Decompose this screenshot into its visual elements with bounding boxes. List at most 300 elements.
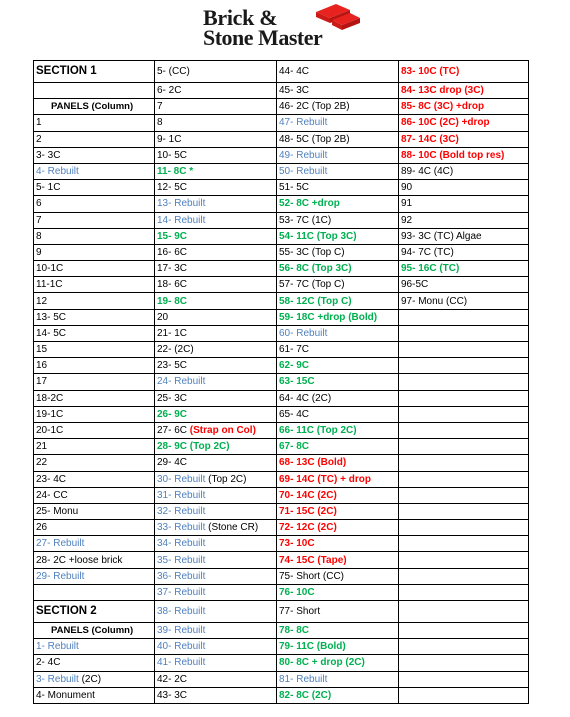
table-cell <box>155 584 277 600</box>
cell-text: 55- 3C (Top C) <box>279 246 345 258</box>
cell-text: 25- Monu <box>36 505 79 517</box>
table-cell <box>399 487 529 503</box>
table-row <box>34 639 529 655</box>
table-cell <box>399 520 529 536</box>
cell-text: 83- 10C (TC) <box>401 66 460 77</box>
table-row <box>34 180 529 196</box>
table-cell <box>34 536 155 552</box>
cell-text: 85- 8C (3C) +drop <box>401 101 485 113</box>
table-body <box>34 61 529 704</box>
cell-text: 15 <box>36 344 48 356</box>
table-cell <box>277 309 399 325</box>
table-cell <box>34 552 155 568</box>
cell-text: 68- 13C (Bold) <box>279 457 347 469</box>
table-cell <box>155 503 277 519</box>
table-cell <box>34 455 155 471</box>
table-cell <box>277 623 399 639</box>
table-cell <box>399 147 529 163</box>
table-row <box>34 277 529 293</box>
table-row <box>34 536 529 552</box>
cell-text: 14- Rebuilt <box>157 214 206 226</box>
cell-text: 4- Rebuilt <box>36 166 79 178</box>
cell-text: 6 <box>36 198 42 210</box>
cell-text: 61- 7C <box>279 344 310 356</box>
cell-text: 34- Rebuilt <box>157 538 206 550</box>
cell-text: 15- 9C <box>157 230 188 242</box>
table-cell <box>34 83 155 99</box>
table-cell <box>155 115 277 131</box>
table-row <box>34 552 529 568</box>
table-cell <box>155 422 277 438</box>
table-cell <box>155 180 277 196</box>
cell-text: 79- 11C (Bold) <box>279 641 346 653</box>
cell-text: 26- 9C <box>157 408 188 420</box>
cell-text: 3- Rebuilt <box>36 673 79 685</box>
cell-text: 7 <box>157 101 163 113</box>
cell-text: 62- 9C <box>279 360 310 372</box>
table-cell <box>399 358 529 374</box>
table-cell <box>277 277 399 293</box>
table-row <box>34 584 529 600</box>
table-cell <box>34 655 155 671</box>
cell-text: 97- Monu (CC) <box>401 295 468 307</box>
table-cell <box>155 655 277 671</box>
table-cell <box>155 131 277 147</box>
cell-text: 36- Rebuilt <box>157 570 206 582</box>
table-cell <box>277 439 399 455</box>
cell-text: 43- 3C <box>157 689 188 701</box>
table-cell <box>277 325 399 341</box>
table-cell <box>277 163 399 179</box>
cell-text: 13- Rebuilt <box>157 198 206 210</box>
table-cell <box>155 390 277 406</box>
cell-text: 72- 12C (2C) <box>279 522 337 534</box>
cell-note: (Bold top res) <box>436 149 505 161</box>
table-row <box>34 503 529 519</box>
table-cell <box>155 406 277 422</box>
table-cell <box>399 342 529 358</box>
table-row <box>34 455 529 471</box>
cell-note: (Bold) <box>345 311 378 323</box>
table-cell <box>277 422 399 438</box>
cell-text: PANELS (Column) <box>51 625 134 637</box>
table-cell <box>399 61 529 83</box>
bricks-icon <box>310 2 362 32</box>
table-cell <box>155 212 277 228</box>
table-cell <box>399 439 529 455</box>
table-cell <box>34 439 155 455</box>
cell-text: 45- 3C <box>279 85 310 97</box>
table-cell <box>34 601 155 623</box>
table-row <box>34 487 529 503</box>
cell-text: 96-5C <box>401 279 429 291</box>
table-cell <box>155 99 277 115</box>
cell-text: 58- 12C (Top C) <box>279 295 352 307</box>
cell-text: 44- 4C <box>279 66 310 77</box>
table-cell <box>34 584 155 600</box>
cell-text: 2- 4C <box>36 657 61 669</box>
cell-text: SECTION 2 <box>36 605 97 617</box>
table-row <box>34 61 529 83</box>
cell-text: 21- 1C <box>157 327 188 339</box>
cell-text: 73- 10C <box>279 538 315 550</box>
cell-text: 24- CC <box>36 489 68 501</box>
cell-text: 28- 9C (Top 2C) <box>157 441 230 453</box>
table-cell <box>34 422 155 438</box>
table-cell <box>34 196 155 212</box>
table-cell <box>155 163 277 179</box>
table-cell <box>34 671 155 687</box>
cell-text: 84- 13C drop (3C) <box>401 85 484 97</box>
cell-text: 90 <box>401 182 413 194</box>
cell-text: 81- Rebuilt <box>279 673 328 685</box>
cell-text: 22- (2C) <box>157 344 194 356</box>
cell-text: 47- Rebuilt <box>279 117 328 129</box>
cell-text: 20-1C <box>36 425 64 437</box>
table-cell <box>399 623 529 639</box>
table-cell <box>155 487 277 503</box>
table-cell <box>277 639 399 655</box>
table-cell <box>399 471 529 487</box>
table-cell <box>399 536 529 552</box>
table-cell <box>34 115 155 131</box>
table-cell <box>277 471 399 487</box>
cell-text: 86- 10C (2C) +drop <box>401 117 490 129</box>
cell-text: 82- 8C (2C) <box>279 689 332 701</box>
table-cell <box>155 601 277 623</box>
table-cell <box>277 196 399 212</box>
cell-text: 12- 5C <box>157 182 188 194</box>
table-row <box>34 325 529 341</box>
table-cell <box>155 83 277 99</box>
table-cell <box>277 520 399 536</box>
table-cell <box>399 584 529 600</box>
cell-text: 25- 3C <box>157 392 188 404</box>
table-cell <box>34 406 155 422</box>
cell-text: 46- 2C (Top 2B) <box>279 101 350 113</box>
cell-text: 4- Monument <box>36 689 95 701</box>
cell-text: 95- 16C (TC) <box>401 263 460 275</box>
table-cell <box>155 147 277 163</box>
table-cell <box>155 61 277 83</box>
table-cell <box>277 244 399 260</box>
cell-text: 3- 3C <box>36 149 61 161</box>
cell-text: 57- 7C (Top C) <box>279 279 345 291</box>
logo-line-1: Brick & <box>203 5 278 30</box>
cell-text: 16- 6C <box>157 246 188 258</box>
table-cell <box>34 503 155 519</box>
cell-text: 40- Rebuilt <box>157 641 206 653</box>
table-cell <box>155 455 277 471</box>
table-cell <box>399 503 529 519</box>
cell-text: 22 <box>36 457 48 469</box>
cell-text: 10-1C <box>36 263 64 275</box>
table-row <box>34 293 529 309</box>
cell-text: 12 <box>36 295 48 307</box>
cell-text: 27- 6C <box>157 425 188 437</box>
table-cell <box>277 503 399 519</box>
table-row <box>34 358 529 374</box>
table-cell <box>277 568 399 584</box>
table-cell <box>155 244 277 260</box>
table-cell <box>155 687 277 703</box>
table-cell <box>399 390 529 406</box>
table-row <box>34 687 529 703</box>
table-cell <box>34 471 155 487</box>
table-cell <box>277 293 399 309</box>
cell-text: 31- Rebuilt <box>157 489 206 501</box>
cell-text: 69- 14C (TC) + drop <box>279 473 371 485</box>
table-cell <box>399 293 529 309</box>
cell-text: 91 <box>401 198 413 210</box>
table-cell <box>277 261 399 277</box>
table-cell <box>34 131 155 147</box>
cell-text: 20 <box>157 311 169 323</box>
table-row <box>34 163 529 179</box>
table-row <box>34 115 529 131</box>
cell-text: 63- 15C <box>279 376 315 388</box>
table-cell <box>155 342 277 358</box>
cell-text: 17- 3C <box>157 263 188 275</box>
table-cell <box>34 163 155 179</box>
table-row <box>34 406 529 422</box>
table-cell <box>34 244 155 260</box>
cell-text: 23- 4C <box>36 473 67 485</box>
table-cell <box>399 406 529 422</box>
table-cell <box>277 61 399 83</box>
table-row <box>34 520 529 536</box>
logo-line-2: Stone Master <box>203 25 323 50</box>
cell-text: 64- 4C (2C) <box>279 392 332 404</box>
table-cell <box>34 374 155 390</box>
cell-text: 70- 14C (2C) <box>279 489 337 501</box>
table-cell <box>155 552 277 568</box>
table-cell <box>155 623 277 639</box>
cell-text: 71- 15C (2C) <box>279 505 337 517</box>
cell-text: 14- 5C <box>36 327 67 339</box>
table-cell <box>34 147 155 163</box>
cell-text: 48- 5C (Top 2B) <box>279 133 350 145</box>
table-row <box>34 212 529 228</box>
cell-text: 8 <box>157 117 163 129</box>
cell-text: 29- 4C <box>157 457 188 469</box>
cell-text: 5- (CC) <box>157 66 190 77</box>
table-cell <box>155 261 277 277</box>
table-cell <box>277 115 399 131</box>
cell-text: 77- Short <box>279 606 321 617</box>
table-row <box>34 568 529 584</box>
table-cell <box>399 180 529 196</box>
table-cell <box>34 293 155 309</box>
panel-status-table <box>33 60 529 704</box>
table-row <box>34 374 529 390</box>
table-cell <box>34 342 155 358</box>
cell-text: 2 <box>36 133 42 145</box>
cell-text: 10- 5C <box>157 149 188 161</box>
table-row <box>34 671 529 687</box>
table-cell <box>34 180 155 196</box>
table-cell <box>399 552 529 568</box>
cell-text: 67- 8C <box>279 441 310 453</box>
table-cell <box>399 568 529 584</box>
table-cell <box>277 487 399 503</box>
table-cell <box>34 358 155 374</box>
cell-text: 74- 15C (Tape) <box>279 554 347 566</box>
cell-text: 21 <box>36 441 48 453</box>
cell-text: 7 <box>36 214 42 226</box>
cell-text: 92 <box>401 214 413 226</box>
cell-text: 76- 10C <box>279 586 315 598</box>
cell-text: 35- Rebuilt <box>157 554 206 566</box>
table-row <box>34 131 529 147</box>
table-row <box>34 471 529 487</box>
table-cell <box>155 639 277 655</box>
table-cell <box>277 99 399 115</box>
table-cell <box>155 196 277 212</box>
cell-text: 53- 7C (1C) <box>279 214 332 226</box>
table-cell <box>399 115 529 131</box>
table-cell <box>34 520 155 536</box>
table-cell <box>155 309 277 325</box>
cell-text: 38- Rebuilt <box>157 606 206 617</box>
cell-text: 18- 6C <box>157 279 188 291</box>
cell-note: (Stone CR) <box>205 522 259 534</box>
table-cell <box>34 228 155 244</box>
cell-text: SECTION 1 <box>36 65 97 77</box>
cell-text: 6- 2C <box>157 85 182 97</box>
table-row <box>34 439 529 455</box>
table-cell <box>155 439 277 455</box>
cell-text: 9- 1C <box>157 133 182 145</box>
cell-text: 11- 8C * <box>157 166 194 178</box>
table-cell <box>155 374 277 390</box>
cell-text: 59- 18C +drop <box>279 311 346 323</box>
cell-text: 89- 4C (4C) <box>401 166 454 178</box>
cell-text: 33- Rebuilt <box>157 522 206 534</box>
table-cell <box>277 131 399 147</box>
table-cell <box>399 163 529 179</box>
table-cell <box>277 228 399 244</box>
table-row <box>34 244 529 260</box>
cell-text: 27- Rebuilt <box>36 538 85 550</box>
cell-text: 5- 1C <box>36 182 61 194</box>
cell-text: 18-2C <box>36 392 64 404</box>
table-cell <box>399 601 529 623</box>
table-cell <box>399 455 529 471</box>
cell-text: 75- Short (CC) <box>279 570 345 582</box>
brick-stone-master-logo <box>198 0 368 52</box>
table-cell <box>155 277 277 293</box>
cell-text: 28- 2C +loose brick <box>36 554 123 566</box>
table-cell <box>34 568 155 584</box>
table-cell <box>155 471 277 487</box>
cell-red-note: (Strap on Col) <box>187 425 256 437</box>
table-cell <box>277 687 399 703</box>
table-row <box>34 623 529 639</box>
cell-text: 52- 8C +drop <box>279 198 340 210</box>
cell-text: 66- 11C (Top 2C) <box>279 425 357 437</box>
table-cell <box>277 147 399 163</box>
cell-text: 87- 14C (3C) <box>401 133 459 145</box>
cell-text: 29- Rebuilt <box>36 570 85 582</box>
cell-text: 94- 7C (TC) <box>401 246 454 258</box>
cell-text: 39- Rebuilt <box>157 625 206 637</box>
table-cell <box>34 687 155 703</box>
table-row <box>34 422 529 438</box>
table-cell <box>277 212 399 228</box>
table-cell <box>399 196 529 212</box>
table-cell <box>155 293 277 309</box>
cell-text: 30- Rebuilt <box>157 473 206 485</box>
cell-text: 49- Rebuilt <box>279 149 328 161</box>
table-row <box>34 83 529 99</box>
cell-text: 16 <box>36 360 48 372</box>
cell-text: 26 <box>36 522 48 534</box>
cell-text: 9 <box>36 246 42 258</box>
table-cell <box>34 277 155 293</box>
table-cell <box>155 671 277 687</box>
table-cell <box>277 406 399 422</box>
table-cell <box>399 228 529 244</box>
cell-text: 1- Rebuilt <box>36 641 79 653</box>
cell-text: 13- 5C <box>36 311 67 323</box>
cell-text: 32- Rebuilt <box>157 505 206 517</box>
cell-text: 41- Rebuilt <box>157 657 206 669</box>
table-row <box>34 261 529 277</box>
cell-text: 42- 2C <box>157 673 188 685</box>
table-cell <box>277 342 399 358</box>
table-cell <box>399 325 529 341</box>
table-cell <box>277 455 399 471</box>
table-cell <box>155 520 277 536</box>
table-cell <box>34 212 155 228</box>
table-cell <box>277 552 399 568</box>
table-cell <box>34 487 155 503</box>
cell-text: PANELS (Column) <box>51 101 134 113</box>
table-cell <box>399 131 529 147</box>
table-cell <box>399 83 529 99</box>
cell-text: 80- 8C + drop (2C) <box>279 657 365 669</box>
table-cell <box>34 325 155 341</box>
table-cell <box>34 61 155 83</box>
table-cell <box>399 655 529 671</box>
table-cell <box>277 584 399 600</box>
table-cell <box>155 536 277 552</box>
cell-text: 88- 10C <box>401 149 437 161</box>
cell-text: 37- Rebuilt <box>157 586 206 598</box>
table-cell <box>34 639 155 655</box>
table-cell <box>277 83 399 99</box>
table-cell <box>399 374 529 390</box>
cell-text: 54- 11C (Top 3C) <box>279 230 357 242</box>
table-cell <box>34 261 155 277</box>
table-cell <box>277 655 399 671</box>
table-cell <box>399 671 529 687</box>
table-cell <box>277 180 399 196</box>
table-cell <box>399 687 529 703</box>
table-row <box>34 390 529 406</box>
table-cell <box>277 671 399 687</box>
cell-note: (Top 2C) <box>205 473 247 485</box>
table-cell <box>277 358 399 374</box>
table-cell <box>277 536 399 552</box>
table-cell <box>399 261 529 277</box>
cell-text: 60- Rebuilt <box>279 327 328 339</box>
cell-text: 24- Rebuilt <box>157 376 206 388</box>
cell-text: 19-1C <box>36 408 64 420</box>
table-row <box>34 228 529 244</box>
table-row <box>34 99 529 115</box>
